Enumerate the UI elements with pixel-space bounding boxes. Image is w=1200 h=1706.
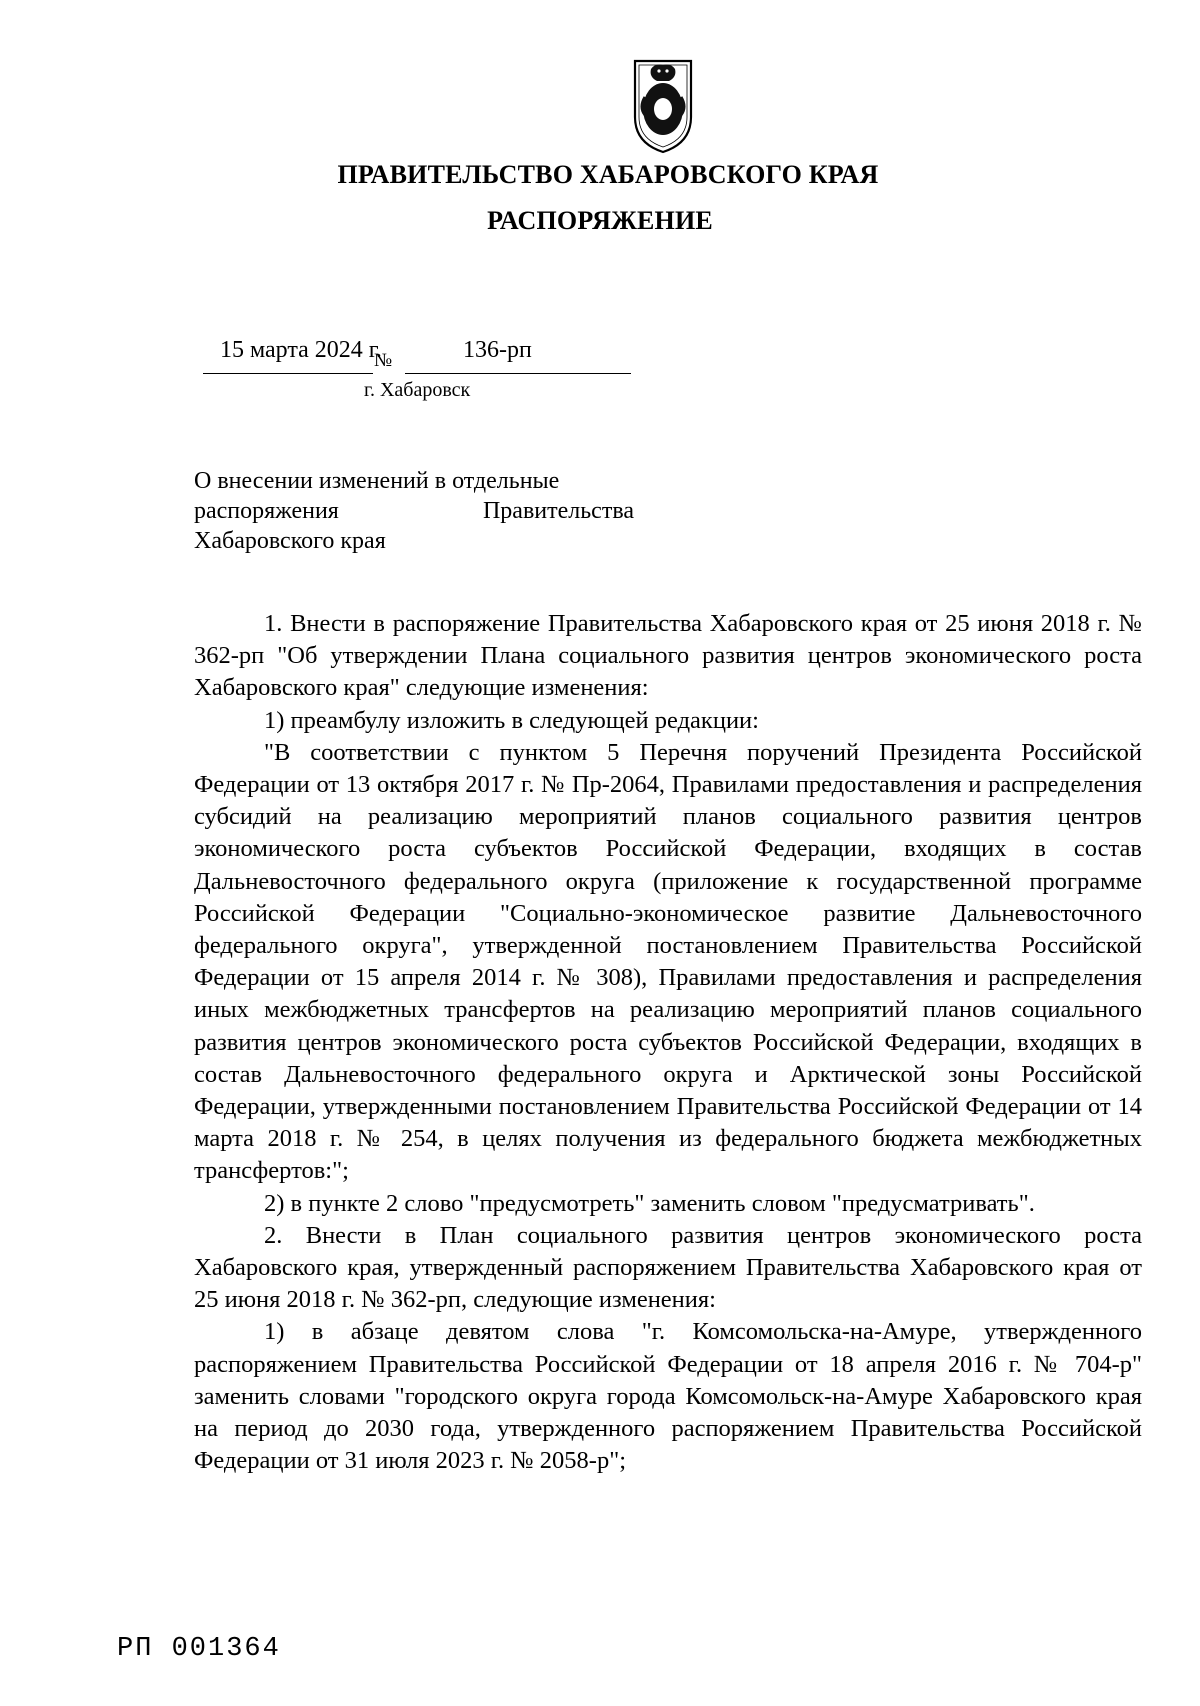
coat-of-arms-icon [631,57,695,155]
document-body [194,608,1142,1477]
paragraph: 1) в абзаце девятом слова "г. Комсомольска-на-Амуре, утвержденного распоряжением Правительства Российской Федерации от 18 апреля 2016 г. № 704-р" заменить словами "городского округа города Комсомольск-на-Амуре Хабаровского края на период до 2030 года, утвержденного распоряжением Правительства Российской Федерации от 31 июля 2023 г. № 2058-р"; [194,1318,1142,1475]
document-subject [194,466,634,556]
document-type: РАСПОРЯЖЕНИЕ [487,206,713,235]
subject-line: Хабаровского края [194,528,386,554]
subject-line: О внесении изменений в отдельные [194,468,560,494]
number-sign: № [374,350,393,371]
date-underline [203,373,373,374]
paragraph: 1) преамбулу изложить в следующей редакции: [264,706,759,734]
document-city: г. Хабаровск [364,379,471,401]
government-title: ПРАВИТЕЛЬСТВО ХАБАРОВСКОГО КРАЯ [337,160,879,189]
paragraph: 2. Внести в План социального развития центров экономического роста Хабаровского края, утвержденный распоряжением Правительства Хабаровского края от 25 июня 2018 г. № 362-рп, следующие изменения: [194,1221,1142,1314]
paragraph: 1. Внести в распоряжение Правительства Хабаровского края от 25 июня 2018 г. № 362-рп "Об утверждении Плана социального развития центров экономического роста Хабаровского края" следующие изменения: [194,610,1142,702]
number-underline [405,373,631,374]
paragraph: 2) в пункте 2 слово "предусмотреть" заменить словом "предусматривать". [264,1189,1035,1217]
document-date: 15 марта 2024 г. [220,337,382,363]
subject-line: распоряжения Правительства [194,498,634,524]
document-number: 136-рп [463,337,532,363]
registration-code: РП 001364 [117,1634,281,1664]
paragraph: "В соответствии с пунктом 5 Перечня поручений Президента Российской Федерации от 13 октября 2017 г. № Пр-2064, Правилами предоставления и распределения субсидий на реализацию мероприятий планов социального развития центров экономического роста субъектов Российской Федерации, входящих в состав Дальневосточного федерального округа (приложение к государственной программе Российской Федерации "Социально-экономическое развитие Дальневосточного федерального округа", утвержденной постановлением Правительства Российской Федерации от 15 апреля 2014 г. № 308), Правилами предоставления и распределения иных межбюджетных трансфертов на реализацию мероприятий планов социального развития центров экономического роста субъектов Российской Федерации, входящих в состав Дальневосточного федерального округа и Арктической зоны Российской Федерации, утвержденными постановлением Правительства Российской Федерации от 14 марта 2018 г. № 254, в целях получения из федерального бюджета межбюджетных трансфертов:"; [194,738,1142,1185]
